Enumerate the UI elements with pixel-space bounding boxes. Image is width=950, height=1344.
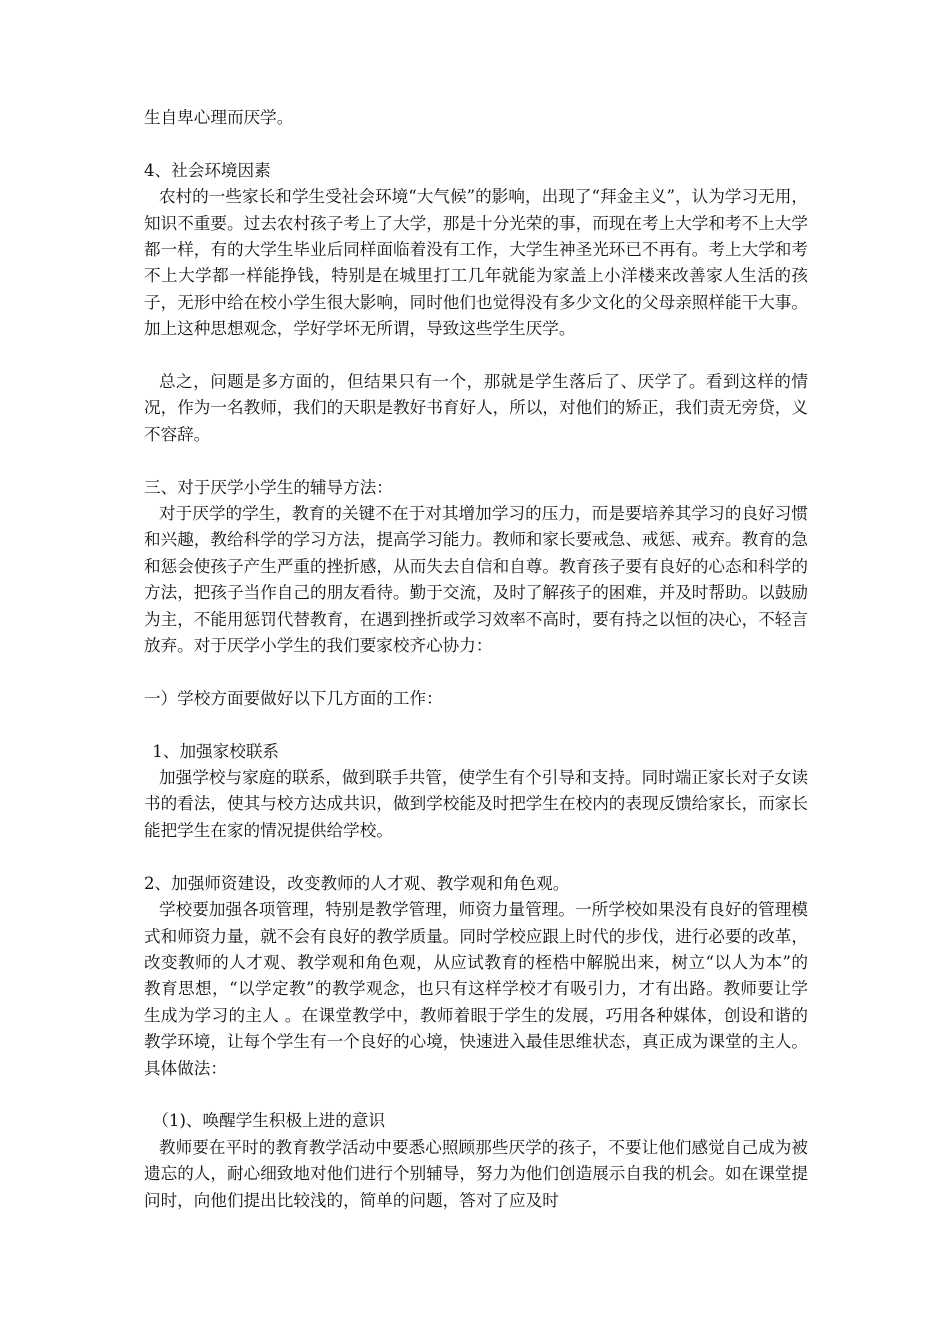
paragraph-carryover: 生自卑心理而厌学。 xyxy=(144,108,294,127)
heading-teacher-development: 2、加强师资建设，改变教师的人才观、教学观和角色观。 xyxy=(144,873,570,893)
paragraph-gap xyxy=(144,131,808,157)
paragraph-section-three: 对于厌学的学生，教育的关键不在于对其增加学习的压力，而是要培养其学习的良好习惯和兴趣，教给科学的学习方法，提高学习能力。教师和家长要戒急、戒惩、戒弃。教育的急和惩会使孩子产生严重的挫折感，从而失去自信和自尊。教育孩子要有良好的心态和科学的方法，把孩子当作自己的朋友看待。勤于交流，及时了解孩子的困难，并及时帮助。以鼓励为主，不能用惩罚代替教育，在遇到挫折或学习效率不高时，要有持之以恒的决心，不轻言放弃。对于厌学小学生的我们要家校齐心协力： xyxy=(144,504,808,656)
heading-school-aspects: 一）学校方面要做好以下几方面的工作： xyxy=(144,688,443,708)
heading-home-school-contact: 1、加强家校联系 xyxy=(152,741,280,761)
paragraph-gap xyxy=(144,844,808,870)
paragraph-gap xyxy=(144,1082,808,1108)
paragraph-gap xyxy=(144,712,808,738)
heading-section-three: 三、对于厌学小学生的辅导方法： xyxy=(144,477,393,497)
heading-social-environment: 4、社会环境因素 xyxy=(144,160,271,180)
paragraph-gap xyxy=(144,448,808,474)
paragraph-gap xyxy=(144,343,808,369)
paragraph-home-school-contact: 加强学校与家庭的联系，做到联手共管，使学生有个引导和支持。同时端正家长对子女读书的看法，使其与校方达成共识，做到学校能及时把学生在校内的表现反馈给家长，而家长能把学生在家的情况提供给学校。 xyxy=(144,768,808,840)
paragraph-awaken-students: 教师要在平时的教育教学活动中要悉心照顾那些厌学的孩子，不要让他们感觉自己成为被遗忘的人，耐心细致地对他们进行个别辅导，努力为他们创造展示自我的机会。如在课堂提问时，向他们提出比较浅的，简单的问题，答对了应及时 xyxy=(144,1137,808,1210)
paragraph-summary: 总之，问题是多方面的，但结果只有一个，那就是学生落后了、厌学了。看到这样的情况，作为一名教师，我们的天职是教好书育好人，所以，对他们的矫正，我们责无旁贷，义不容辞。 xyxy=(144,372,808,444)
document-page xyxy=(144,105,808,1214)
paragraph-gap xyxy=(144,659,808,685)
heading-awaken-students: （1)、唤醒学生积极上进的意识 xyxy=(152,1111,386,1131)
paragraph-teacher-development: 学校要加强各项管理，特别是教学管理，师资力量管理。一所学校如果没有良好的管理模式和师资力量，就不会有良好的教学质量。同时学校应跟上时代的步伐，进行必要的改革，改变教师的人才观、教学观和角色观，从应试教育的桎梏中解脱出来，树立“以人为本”的教育思想，“以学定教”的教学观念，也只有这样学校才有吸引力，才有出路。教师要让学生成为学习的主人 。在课堂教学中，教师着眼于学生的发展，巧用各种媒体，创设和谐的教学环境，让每个学生有一个良好的心境，快速进入最佳思维状态，真正成为课堂的主人。具体做法： xyxy=(144,900,808,1078)
paragraph-social-environment: 农村的一些家长和学生受社会环境“大气候”的影响，出现了“拜金主义”，认为学习无用，知识不重要。过去农村孩子考上了大学，那是十分光荣的事，而现在考上大学和考不上大学都一样，有的大学生毕业后同样面临着没有工作，大学生神圣光环已不再有。考上大学和考不上大学都一样能挣钱，特别是在城里打工几年就能为家盖上小洋楼来改善家人生活的孩子，无形中给在校小学生很大影响，同时他们也觉得没有多少文化的父母亲照样能干大事。加上这种思想观念，学好学坏无所谓，导致这些学生厌学。 xyxy=(144,187,808,339)
